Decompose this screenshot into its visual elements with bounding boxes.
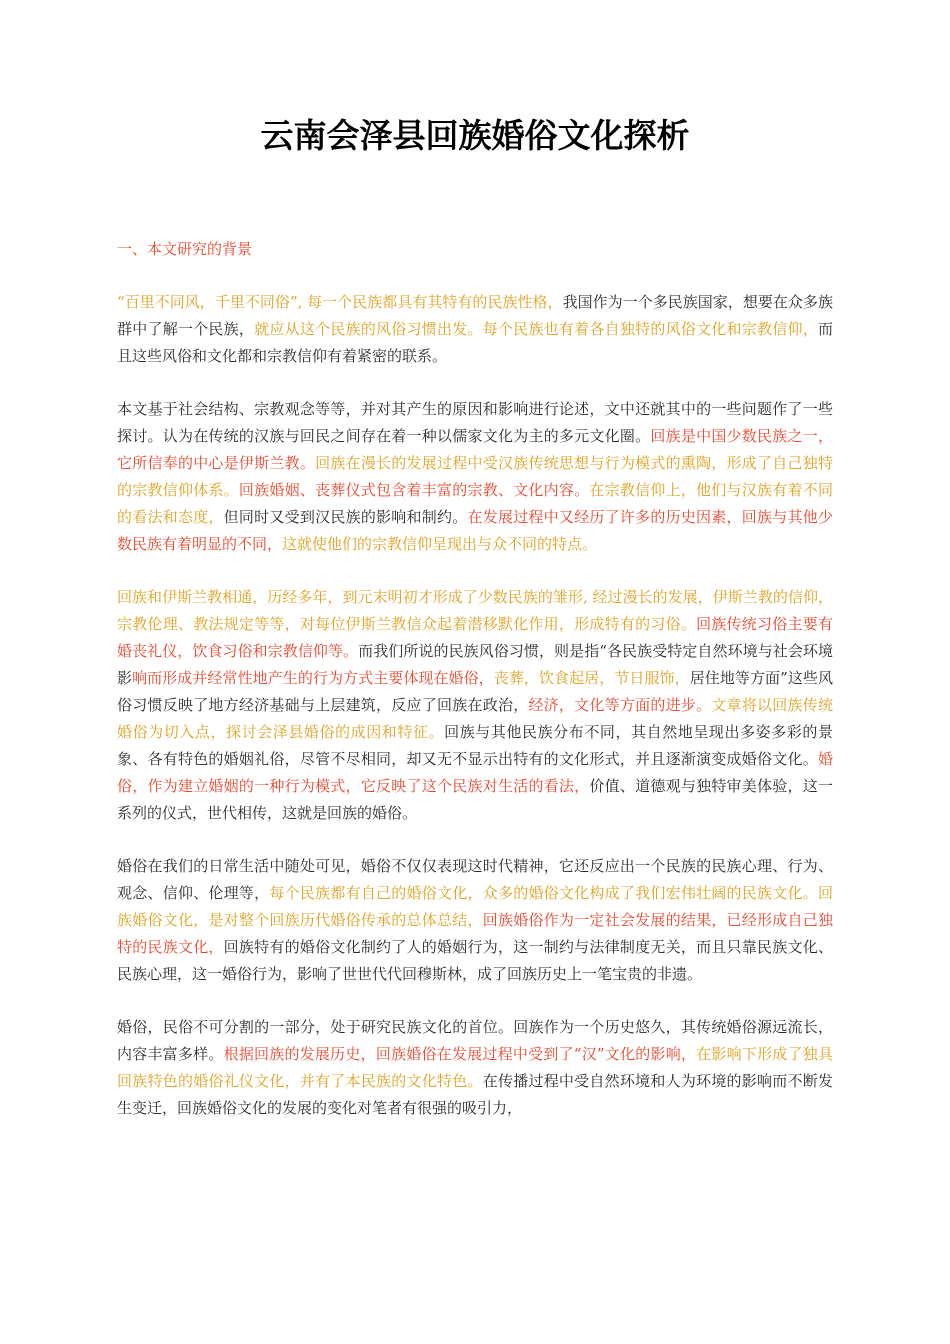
- text-segment: 回族传统习俗主要有婚丧礼仪，饮食习俗和宗教信仰等。: [117, 615, 833, 660]
- text-segment: 响而形成并经常性地产生的行为方式主要体现在婚俗，: [132, 669, 494, 687]
- text-segment: 婚俗，民俗不可分割的一部分，处于研究民族文化的首位。回族作为一个历史悠久，其传统婚俗源远流长，内容丰富多样。: [117, 1018, 833, 1063]
- text-segment: 婚俗，作为建立婚姻的一种行为模式，它反映了这个民族对生活的看法，: [117, 750, 833, 795]
- document-body: [117, 236, 833, 1148]
- text-segment: 这就使他们的宗教信仰呈现出与众不同的特点。: [282, 535, 598, 553]
- paragraph: [117, 853, 833, 988]
- text-segment: 在传播过程中受自然环境和人为环境的影响而不断发生变迁，回族婚俗文化的发展的变化对笔者有很强的吸引力，: [117, 1072, 833, 1117]
- paragraph-list: [117, 289, 833, 1122]
- text-segment: 文章将以回族传统婚俗为切入点，探讨会泽县婚俗的成因和特征。: [117, 696, 833, 741]
- text-segment: 本文基于社会结构、宗教观念等等，并对其产生的原因和影响进行论述，文中还就其中的一些问题作了一些探讨。认为在传统的汉族与回民之间存在着一种以儒家文化为主的多元文化圈。: [117, 400, 833, 445]
- text-segment: 回族婚姻、丧葬仪式包含着丰富的宗教、文化内容。: [238, 481, 590, 499]
- section-heading: 一、本文研究的背景: [117, 240, 253, 258]
- text-segment: “百里不同风，千里不同俗”, 每一个民族都具有其特有的民族性格，: [117, 293, 563, 311]
- text-segment: 而且这些风俗和文化都和宗教信仰有着紧密的联系。: [117, 320, 833, 365]
- paragraph: [117, 1014, 833, 1122]
- text-segment: 丧葬，饮食起居，节日服饰，: [493, 669, 690, 687]
- text-segment: 婚俗在我们的日常生活中随处可见，婚俗不仅仅表现这时代精神，它还反应出一个民族的民族心理、行为、观念、信仰、伦理等，: [117, 857, 833, 902]
- text-segment: 而我们所说的民族风俗习惯，则是指“各民族受特定自然环境与社会环境影: [117, 642, 833, 687]
- text-segment: 在影响下形成了独具回族特色的婚俗礼仪文化，并有了本民族的文化特色。: [117, 1045, 833, 1090]
- paragraph: [117, 584, 833, 827]
- text-segment: 根据回族的发展历史，回族婚俗在发展过程中受到了“汉”文化的影响，: [223, 1045, 697, 1063]
- paragraph: [117, 289, 833, 370]
- text-segment: 回族与其他民族分布不同，其自然地呈现出多姿多彩的景象、各有特色的婚姻礼俗，尽管不尽相同，却又无不显示出特有的文化形式，并且逐渐演变成婚俗文化。: [117, 723, 833, 768]
- text-segment: 在宗教信仰上，他们与汉族有着不同的看法和态度，: [117, 481, 833, 526]
- text-segment: 每个民族都有自己的婚俗文化，众多的婚俗文化构成了我们宏伟壮阔的民族文化。回族婚俗文化，是对整个回族历代婚俗传承的总体总结，: [117, 884, 833, 929]
- text-segment: 回族特有的婚俗文化制约了人的婚姻行为，这一制约与法律制度无关，而且只靠民族文化、民族心理，这一婚俗行为，影响了世世代代回穆斯林，成了回族历史上一笔宝贵的非遗。: [117, 938, 833, 983]
- text-segment: 我国作为一个多民族国家，想要在众多族群中了解一个民族，: [117, 293, 833, 338]
- text-segment: 但同时又受到汉民族的影响和制约。: [223, 508, 468, 526]
- text-segment: 回族是中国少数民族之一，它所信奉的中心是伊斯兰教。: [117, 427, 833, 472]
- text-segment: 就应从这个民族的风俗习惯出发。每个民族也有着各自独特的风俗文化和宗教信仰，: [254, 320, 818, 338]
- text-segment: 回族和伊斯兰教相通，历经多年，到元末明初才形成了少数民族的雏形, 经过漫长的发展，伊斯兰教的信仰，宗教伦理、教法规定等等，对每位伊斯兰教信众起着潜移默化作用，形成特有的习俗。: [117, 588, 833, 633]
- text-segment: 回族在漫长的发展过程中受汉族传统思想与行为模式的熏陶，形成了自己独特的宗教信仰体系。: [117, 454, 833, 499]
- text-segment: 回族婚俗作为一定社会发展的结果，已经形成自己独特的民族文化，: [117, 911, 833, 956]
- text-segment: 居住地等方面”这些风俗习惯反映了地方经济基础与上层建筑，反应了回族在政治，: [117, 669, 833, 714]
- text-segment: 在发展过程中又经历了许多的历史因素，回族与其他少数民族有着明显的不同，: [117, 508, 833, 553]
- text-segment: 价值、道德观与独特审美体验，这一系列的仪式，世代相传，这就是回族的婚俗。: [117, 777, 833, 822]
- paragraph: [117, 396, 833, 558]
- text-segment: 经济，文化等方面的进步。: [528, 696, 712, 714]
- document-title: 云南会泽县回族婚俗文化探析: [260, 116, 690, 155]
